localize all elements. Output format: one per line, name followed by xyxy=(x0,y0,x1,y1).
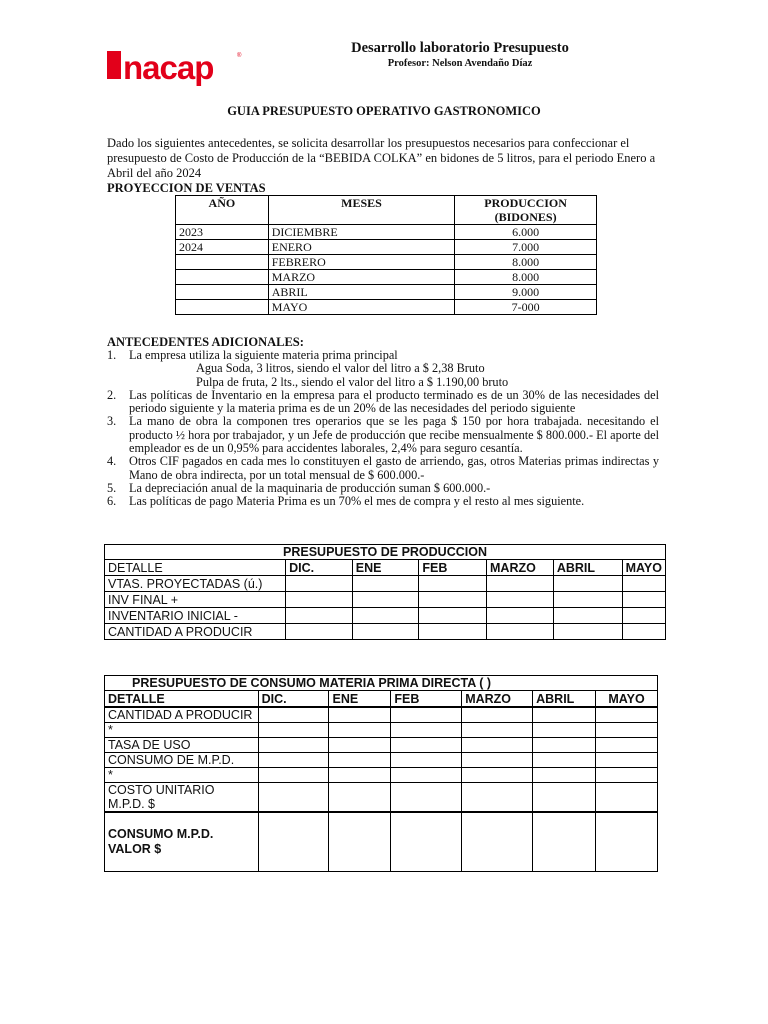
col-production-line1: PRODUCCION xyxy=(484,196,567,210)
value-cell[interactable] xyxy=(487,592,554,608)
value-cell[interactable] xyxy=(622,624,665,640)
month-cell: MAYO xyxy=(268,300,454,315)
value-cell[interactable] xyxy=(286,624,353,640)
value-cell[interactable] xyxy=(487,608,554,624)
value-cell[interactable] xyxy=(258,723,329,738)
month-header: ENE xyxy=(352,560,419,576)
value-cell[interactable] xyxy=(596,738,658,753)
item-number: 1. xyxy=(107,348,117,362)
value-cell[interactable] xyxy=(329,768,391,783)
budget-header-row xyxy=(105,691,658,708)
professor-name: Profesor: Nelson Avendaño Díaz xyxy=(387,58,533,69)
value-cell[interactable] xyxy=(596,707,658,723)
table-row xyxy=(105,576,666,592)
list-item xyxy=(107,455,659,482)
item-text: Las políticas de Inventario en la empresa para el producto terminado es de un 30% de las necesidades del periodo siguiente y la materia prima es de un 20% de las necesidades del periodo siguiente xyxy=(129,387,659,416)
year-cell: 2024 xyxy=(176,240,269,255)
year-cell xyxy=(176,285,269,300)
projection-table xyxy=(175,195,597,315)
col-months: MESES xyxy=(268,196,454,225)
value-cell[interactable] xyxy=(419,624,487,640)
table-row xyxy=(105,812,658,872)
item-number: 6. xyxy=(107,494,117,509)
projection-title: PROYECCION DE VENTAS xyxy=(107,181,266,195)
value-cell[interactable] xyxy=(419,608,487,624)
list-item xyxy=(107,482,659,495)
svg-text:nacap: nacap xyxy=(123,49,214,86)
row-label xyxy=(105,812,259,872)
table-row xyxy=(105,608,666,624)
item-number: 4. xyxy=(107,454,117,469)
value-cell[interactable] xyxy=(419,592,487,608)
table-row xyxy=(105,738,658,753)
item-text: La empresa utiliza la siguiente materia prima principal xyxy=(129,348,398,362)
value-cell[interactable] xyxy=(352,608,419,624)
month-header: DIC. xyxy=(258,691,329,708)
value-cell[interactable] xyxy=(286,592,353,608)
month-cell: ABRIL xyxy=(268,285,454,300)
value-cell[interactable] xyxy=(258,812,329,872)
item-number: 5. xyxy=(107,480,117,495)
value-cell[interactable] xyxy=(352,624,419,640)
value-cell[interactable] xyxy=(462,783,533,813)
qty-cell: 7.000 xyxy=(455,240,597,255)
row-label: INVENTARIO INICIAL - xyxy=(105,608,286,624)
detail-header: DETALLE xyxy=(105,691,259,708)
value-cell[interactable] xyxy=(352,592,419,608)
list-item xyxy=(107,389,659,416)
value-cell[interactable] xyxy=(487,624,554,640)
value-cell[interactable] xyxy=(533,723,596,738)
value-cell[interactable] xyxy=(258,753,329,768)
item-text: La mano de obra la componen tres operarios que se les paga $ 150 por hora trabajada. necesitando el producto ½ hora por trabajador, y un Jefe de producción que recibe mensualmente $ 800.000.- El aporte del empleador es de un 0,95% para accidentes laborales, 2,4% para seguro cesantía. xyxy=(129,414,659,456)
guide-title: GUIA PRESUPUESTO OPERATIVO GASTRONOMICO xyxy=(227,104,541,118)
month-header: MARZO xyxy=(487,560,554,576)
value-cell[interactable] xyxy=(391,723,462,738)
value-cell[interactable] xyxy=(258,738,329,753)
table-row xyxy=(105,723,658,738)
value-cell[interactable] xyxy=(391,783,462,813)
value-cell[interactable] xyxy=(258,783,329,813)
row-label: * xyxy=(105,723,259,738)
month-cell: FEBRERO xyxy=(268,255,454,270)
value-cell[interactable] xyxy=(533,738,596,753)
year-cell xyxy=(176,255,269,270)
table-row xyxy=(176,225,597,240)
month-header: ABRIL xyxy=(533,691,596,708)
value-cell[interactable] xyxy=(596,768,658,783)
row-label: VTAS. PROYECTADAS (ú.) xyxy=(105,576,286,592)
item-number: 3. xyxy=(107,414,117,429)
item-text: Las políticas de pago Materia Prima es un 70% el mes de compra y el resto al mes siguiente. xyxy=(129,494,585,509)
year-cell xyxy=(176,300,269,315)
table-row xyxy=(105,707,658,723)
value-cell[interactable] xyxy=(622,608,665,624)
sub-item: Pulpa de fruta, 2 lts., siendo el valor del litro a $ 1.190,00 bruto xyxy=(196,374,509,389)
value-cell[interactable] xyxy=(462,753,533,768)
projection-header-row xyxy=(176,196,597,225)
value-cell[interactable] xyxy=(391,768,462,783)
table-row xyxy=(176,300,597,315)
value-cell[interactable] xyxy=(329,783,391,813)
value-cell[interactable] xyxy=(462,812,533,872)
detail-header: DETALLE xyxy=(105,560,286,576)
value-cell[interactable] xyxy=(286,576,353,592)
qty-cell: 8.000 xyxy=(455,255,597,270)
row-label-line2: VALOR $ xyxy=(108,842,162,856)
year-cell: 2023 xyxy=(176,225,269,240)
value-cell[interactable] xyxy=(391,812,462,872)
col-production xyxy=(455,196,597,225)
value-cell[interactable] xyxy=(596,723,658,738)
item-text: Otros CIF pagados en cada mes lo constituyen el gasto de arriendo, gas, otros Materias primas indirectas y Mano de obra indirecta, por un total mensual de $ 600.000.- xyxy=(129,454,659,482)
year-cell xyxy=(176,270,269,285)
value-cell[interactable] xyxy=(533,768,596,783)
value-cell[interactable] xyxy=(622,576,665,592)
value-cell[interactable] xyxy=(329,738,391,753)
item-text: La depreciación anual de la maquinaria de producción suman $ 600.000.- xyxy=(129,480,491,495)
month-header: DIC. xyxy=(286,560,353,576)
value-cell[interactable] xyxy=(462,738,533,753)
month-header: MAYO xyxy=(622,560,665,576)
value-cell[interactable] xyxy=(533,707,596,723)
table-row xyxy=(176,240,597,255)
value-cell[interactable] xyxy=(391,753,462,768)
antecedentes-list xyxy=(107,349,659,509)
qty-cell: 9.000 xyxy=(455,285,597,300)
value-cell[interactable] xyxy=(553,576,622,592)
inacap-logo xyxy=(107,45,243,91)
value-cell[interactable] xyxy=(533,812,596,872)
row-label xyxy=(105,783,259,813)
value-cell[interactable] xyxy=(553,608,622,624)
row-label-line2: M.P.D. $ xyxy=(108,797,156,811)
value-cell[interactable] xyxy=(258,707,329,723)
month-header: FEB xyxy=(391,691,462,708)
mpd-budget-title: PRESUPUESTO DE CONSUMO MATERIA PRIMA DIRECTA ( ) xyxy=(105,676,658,691)
row-label-line1: CONSUMO M.P.D. xyxy=(108,827,214,841)
value-cell[interactable] xyxy=(329,723,391,738)
production-budget-title: PRESUPUESTO DE PRODUCCION xyxy=(105,545,666,560)
antecedentes-title: ANTECEDENTES ADICIONALES: xyxy=(107,335,304,349)
value-cell[interactable] xyxy=(419,576,487,592)
row-label: CANTIDAD A PRODUCIR xyxy=(105,624,286,640)
value-cell[interactable] xyxy=(553,592,622,608)
mpd-budget-table xyxy=(104,675,658,872)
value-cell[interactable] xyxy=(462,723,533,738)
month-header: MARZO xyxy=(462,691,533,708)
row-label: * xyxy=(105,768,259,783)
month-cell: DICIEMBRE xyxy=(268,225,454,240)
value-cell[interactable] xyxy=(258,768,329,783)
value-cell[interactable] xyxy=(391,707,462,723)
month-header: ENE xyxy=(329,691,391,708)
document-title: Desarrollo laboratorio Presupuesto xyxy=(351,40,569,56)
col-year: AÑO xyxy=(176,196,269,225)
list-item xyxy=(107,349,659,362)
table-row xyxy=(176,255,597,270)
list-item xyxy=(107,415,659,455)
value-cell[interactable] xyxy=(352,576,419,592)
value-cell[interactable] xyxy=(462,768,533,783)
table-row xyxy=(176,270,597,285)
qty-cell: 8.000 xyxy=(455,270,597,285)
month-cell: MARZO xyxy=(268,270,454,285)
table-row xyxy=(105,768,658,783)
list-item xyxy=(107,495,659,508)
month-header: MAYO xyxy=(596,691,658,708)
value-cell[interactable] xyxy=(533,783,596,813)
intro-paragraph: Dado los siguientes antecedentes, se solicita desarrollar los presupuestos necesarios para confeccionar el presupuesto de Costo de Producción de la “BEBIDA COLKA” en bidones de 5 litros, para el periodo Enero a Abril del año 2024 xyxy=(107,136,656,180)
value-cell[interactable] xyxy=(462,707,533,723)
row-label: TASA DE USO xyxy=(105,738,259,753)
svg-text:®: ® xyxy=(237,53,242,59)
qty-cell: 7-000 xyxy=(455,300,597,315)
budget-title-row xyxy=(105,676,658,691)
qty-cell: 6.000 xyxy=(455,225,597,240)
table-row xyxy=(105,753,658,768)
col-production-line2: (BIDONES) xyxy=(494,210,557,224)
value-cell[interactable] xyxy=(596,753,658,768)
row-label: CONSUMO DE M.P.D. xyxy=(105,753,259,768)
month-cell: ENERO xyxy=(268,240,454,255)
table-row xyxy=(105,592,666,608)
value-cell[interactable] xyxy=(596,812,658,872)
value-cell[interactable] xyxy=(329,707,391,723)
production-budget-table xyxy=(104,544,666,640)
value-cell[interactable] xyxy=(553,624,622,640)
value-cell[interactable] xyxy=(286,608,353,624)
budget-title-row xyxy=(105,545,666,560)
value-cell[interactable] xyxy=(487,576,554,592)
value-cell[interactable] xyxy=(329,753,391,768)
row-label: CANTIDAD A PRODUCIR xyxy=(105,707,259,723)
value-cell[interactable] xyxy=(533,753,596,768)
row-label: INV FINAL + xyxy=(105,592,286,608)
value-cell[interactable] xyxy=(329,812,391,872)
table-row xyxy=(105,624,666,640)
value-cell[interactable] xyxy=(391,738,462,753)
budget-header-row xyxy=(105,560,666,576)
sub-item: Agua Soda, 3 litros, siendo el valor del litro a $ 2,38 Bruto xyxy=(196,361,485,376)
month-header: FEB xyxy=(419,560,487,576)
row-label-line1: COSTO UNITARIO xyxy=(108,783,215,797)
month-header: ABRIL xyxy=(553,560,622,576)
item-number: 2. xyxy=(107,387,117,402)
value-cell[interactable] xyxy=(596,783,658,813)
value-cell[interactable] xyxy=(622,592,665,608)
table-row xyxy=(176,285,597,300)
table-row xyxy=(105,783,658,813)
